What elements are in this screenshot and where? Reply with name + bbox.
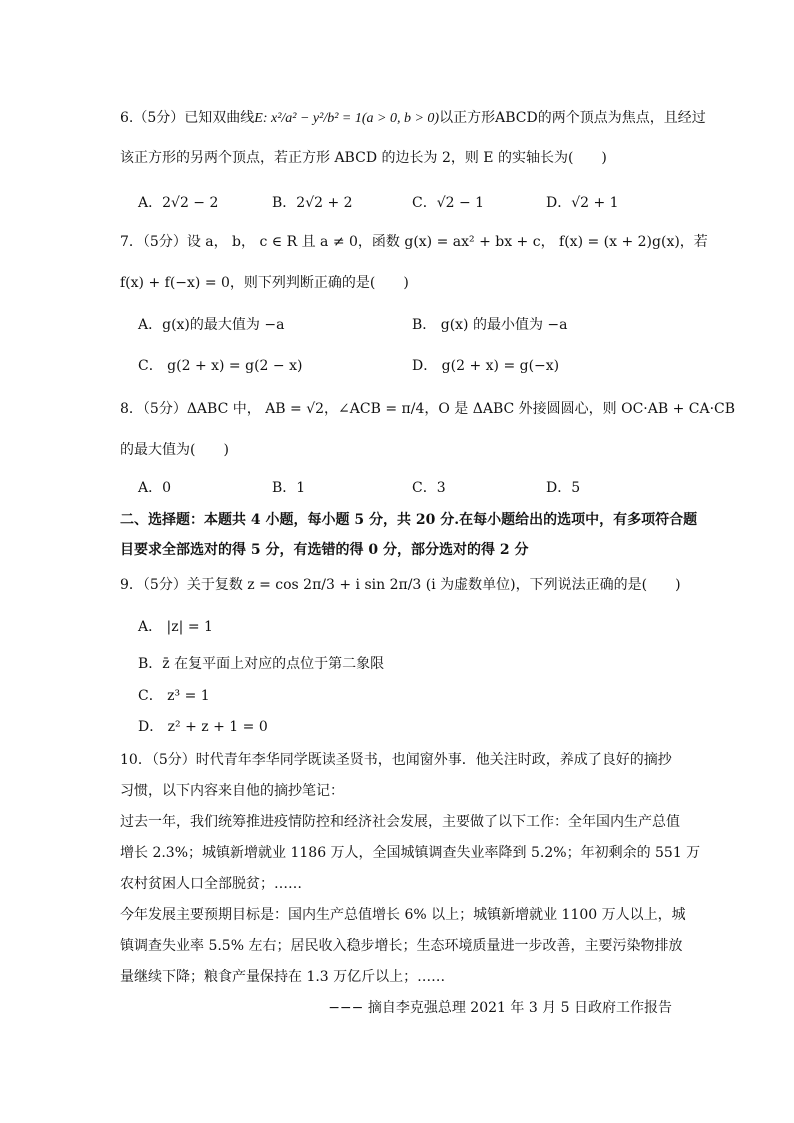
- q8-option-c: C．3: [412, 480, 446, 496]
- q6-line2: 该正方形的另两个顶点，若正方形 ABCD 的边长为 2，则 E 的实轴长为( ): [120, 150, 607, 166]
- q10-paragraph1-line3: 农村贫困人口全部脱贫；……: [120, 876, 302, 892]
- q9-option-c: C． z³ = 1: [138, 688, 210, 704]
- q10-paragraph1-line1: 过去一年，我们统筹推进疫情防控和经济社会发展，主要做了以下工作：全年国内生产总值: [120, 814, 680, 830]
- q10-paragraph2-line3: 量继续下降；粮食产量保持在 1.3 万亿斤以上；……: [120, 969, 446, 985]
- q10-line1: 10．（5分）时代青年李华同学既读圣贤书，也闻窗外事．他关注时政，养成了良好的摘抄: [120, 752, 672, 768]
- q7-line2: f(x) + f(−x) = 0，则下列判断正确的是( ): [120, 275, 409, 291]
- q7-option-a: A．g(x)的最大值为 −a: [138, 317, 285, 333]
- q6-option-c: C．√2 − 1: [412, 195, 485, 211]
- q8-option-b: B．1: [272, 480, 306, 496]
- q9-line1: 9．（5分）关于复数 z = cos 2π/3 + i sin 2π/3 (i 为虚数单位)，下列说法正确的是( ): [120, 577, 681, 593]
- q8-line1: 8．（5分）ΔABC 中， AB = √2，∠ACB = π/4，O 是 ΔABC 外接圆圆心，则 OC·AB + CA·CB: [120, 401, 736, 417]
- q6-option-a: A．2√2 − 2: [138, 195, 219, 211]
- q6-equation: E: x²/a² − y²/b² = 1(a > 0, b > 0): [254, 111, 440, 126]
- q10-paragraph2-line2: 镇调查失业率 5.5% 左右；居民收入稳步增长；生态环境质量进一步改善，主要污染物排放: [120, 938, 683, 954]
- q10-source-citation: −−− 摘自李克强总理 2021 年 3 月 5 日政府工作报告: [328, 1000, 672, 1016]
- q9-option-a: A． |z| = 1: [138, 619, 213, 635]
- q10-line2: 习惯，以下内容来自他的摘抄笔记：: [120, 783, 344, 799]
- q7-option-c: C． g(2 + x) = g(2 − x): [138, 358, 303, 374]
- q7-option-b: B． g(x) 的最小值为 −a: [412, 317, 568, 333]
- q10-paragraph2-line1: 今年发展主要预期目标是：国内生产总值增长 6% 以上；城镇新增就业 1100 万人以上，城: [120, 907, 686, 923]
- q6-suffix: 以正方形ABCD的两个顶点为焦点，且经过: [439, 110, 706, 126]
- q8-line2: 的最大值为( ): [120, 442, 229, 458]
- q7-option-d: D． g(2 + x) = g(−x): [412, 358, 560, 374]
- q8-option-a: A．0: [138, 480, 172, 496]
- section-2-heading-line2: 目要求全部选对的得 5 分，有选错的得 0 分，部分选对的得 2 分: [120, 542, 529, 558]
- q6-option-b: B．2√2 + 2: [272, 195, 353, 211]
- q9-option-b: B．z̄ 在复平面上对应的点位于第二象限: [138, 656, 385, 672]
- q10-paragraph1-line2: 增长 2.3%；城镇新增就业 1186 万人，全国城镇调查失业率降到 5.2%；年初剩余的 551 万: [120, 845, 701, 861]
- section-2-heading-line1: 二、选择题：本题共 4 小题，每小题 5 分，共 20 分.在每小题给出的选项中，有多项符合题: [120, 512, 698, 528]
- q8-option-d: D．5: [546, 480, 581, 496]
- q9-option-d: D． z² + z + 1 = 0: [138, 719, 268, 735]
- q6-prefix: 6.（5分）已知双曲线: [120, 110, 255, 126]
- q7-line1: 7．（5分）设 a， b， c ∈ R 且 a ≠ 0，函数 g(x) = ax² + bx + c， f(x) = (x + 2)g(x)，若: [120, 234, 708, 250]
- q6-line1: [120, 108, 706, 129]
- q6-option-d: D．√2 + 1: [546, 195, 619, 211]
